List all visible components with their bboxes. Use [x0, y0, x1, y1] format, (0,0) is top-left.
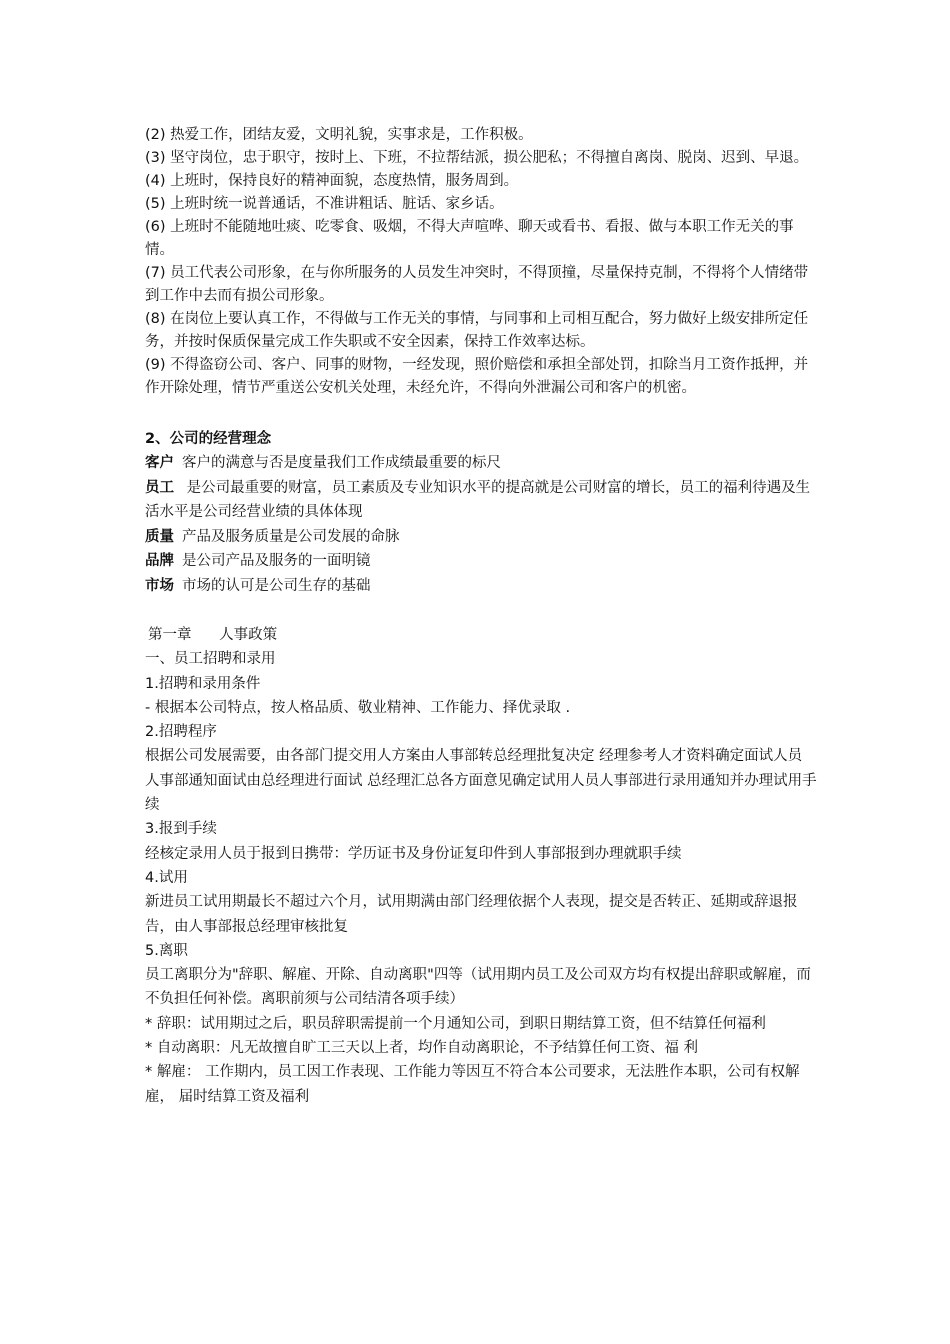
philosophy-text: 是公司最重要的财富，员工素质及专业知识水平的提高就是公司财富的增长，员工的福利待遇及生活水平是公司经营业绩的具体体现	[145, 479, 811, 520]
rule-item: (8) 在岗位上要认真工作，不得做与工作无关的事情，与同事和上司相互配合，努力做好上级安排所定任务，并按时保质保量完成工作失职或不安全因素，保持工作效率达标。	[145, 311, 809, 350]
philosophy-text: 产品及服务质量是公司发展的命脉	[182, 528, 400, 545]
rule-item: (7) 员工代表公司形象，在与你所服务的人员发生冲突时，不得顶撞，尽量保持克制，不得将个人情绪带到工作中去而有损公司形象。	[145, 265, 809, 304]
philosophy-item	[145, 525, 820, 550]
rule-item: (4) 上班时，保持良好的精神面貌，态度热情，服务周到。	[145, 173, 519, 189]
philosophy-item	[145, 451, 820, 476]
philosophy-item	[145, 549, 820, 574]
philosophy-term: 员工	[145, 479, 174, 496]
policy-item-text: 新进员工试用期最长不超过六个月，试用期满由部门经理依据个人表现，提交是否转正、延期或辞退报告，由人事部报总经理审核批复	[145, 894, 798, 935]
rule-item: (3) 坚守岗位，忠于职守，按时上、下班，不拉帮结派，损公肥私；不得擅自离岗、脱岗、迟到、早退。	[145, 150, 809, 166]
policy-item-text: * 辞职：试用期过之后，职员辞职需提前一个月通知公司，到职日期结算工资，但不结算任何福利	[145, 1015, 766, 1032]
business-philosophy-list	[145, 451, 820, 598]
policy-item-title: 4.试用	[145, 869, 188, 886]
document-content	[145, 124, 820, 1109]
policy-item-title: 2.招聘程序	[145, 724, 217, 741]
policy-item-text: * 自动离职：凡无故擅自旷工三天以上者，均作自动离职论，不予结算任何工资、福 利	[145, 1040, 698, 1057]
policy-item-title: 5.离职	[145, 942, 188, 959]
philosophy-text: 市场的认可是公司生存的基础	[182, 577, 371, 594]
philosophy-term: 客户	[145, 455, 174, 471]
philosophy-item	[145, 574, 820, 599]
philosophy-term: 质量	[145, 528, 174, 545]
section-heading-business-philosophy: 2、公司的经营理念	[145, 431, 272, 447]
chapter-title: 第一章 人事政策	[148, 627, 278, 643]
conduct-rules-list	[145, 124, 820, 400]
philosophy-text: 是公司产品及服务的一面明镜	[182, 553, 371, 569]
policy-item-text: * 解雇： 工作期内，员工因工作表现、工作能力等因互不符合本公司要求，无法胜作本职，公司有权解雇， 届时结算工资及福利	[145, 1064, 800, 1105]
policy-item-text: 经核定录用人员于报到日携带：学历证书及身份证复印件到人事部报到办理就职手续	[145, 845, 682, 862]
section-title: 一、员工招聘和录用	[145, 651, 276, 668]
policy-item-title: 1.招聘和录用条件	[145, 675, 261, 692]
philosophy-term: 市场	[145, 577, 174, 594]
policy-item-title: 3.报到手续	[145, 821, 217, 838]
philosophy-item	[145, 476, 820, 525]
rule-item: (2) 热爱工作，团结友爱，文明礼貌，实事求是，工作积极。	[145, 127, 533, 143]
policy-item-text: - 根据本公司特点，按人格品质、敬业精神、工作能力、择优录取 .	[145, 699, 571, 716]
philosophy-text: 客户的满意与否是度量我们工作成绩最重要的标尺	[182, 455, 501, 471]
rule-item: (9) 不得盗窃公司、客户、同事的财物，一经发现，照价赔偿和承担全部处罚，扣除当月工资作抵押，并作开除处理，情节严重送公安机关处理，未经允许，不得向外泄漏公司和客户的机密。	[145, 357, 809, 396]
philosophy-term: 品牌	[145, 553, 174, 569]
rule-item: (5) 上班时统一说普通话，不准讲粗话、脏话、家乡话。	[145, 196, 504, 212]
rule-item: (6) 上班时不能随地吐痰、吃零食、吸烟，不得大声喧哗、聊天或看书、看报、做与本职工作无关的事情。	[145, 219, 794, 258]
hr-policy-section	[145, 623, 820, 1109]
policy-item-text: 根据公司发展需要，由各部门提交用人方案由人事部转总经理批复决定 经理参考人才资料确定面试人员 人事部通知面试由总经理进行面试 总经理汇总各方面意见确定试用人员人事部进行录用通知并办理试用手续	[145, 748, 817, 814]
policy-item-text: 员工离职分为"辞职、解雇、开除、自动离职"四等（试用期内员工及公司双方均有权提出辞职或解雇，而不负担任何补偿。离职前须与公司结清各项手续）	[145, 967, 811, 1008]
